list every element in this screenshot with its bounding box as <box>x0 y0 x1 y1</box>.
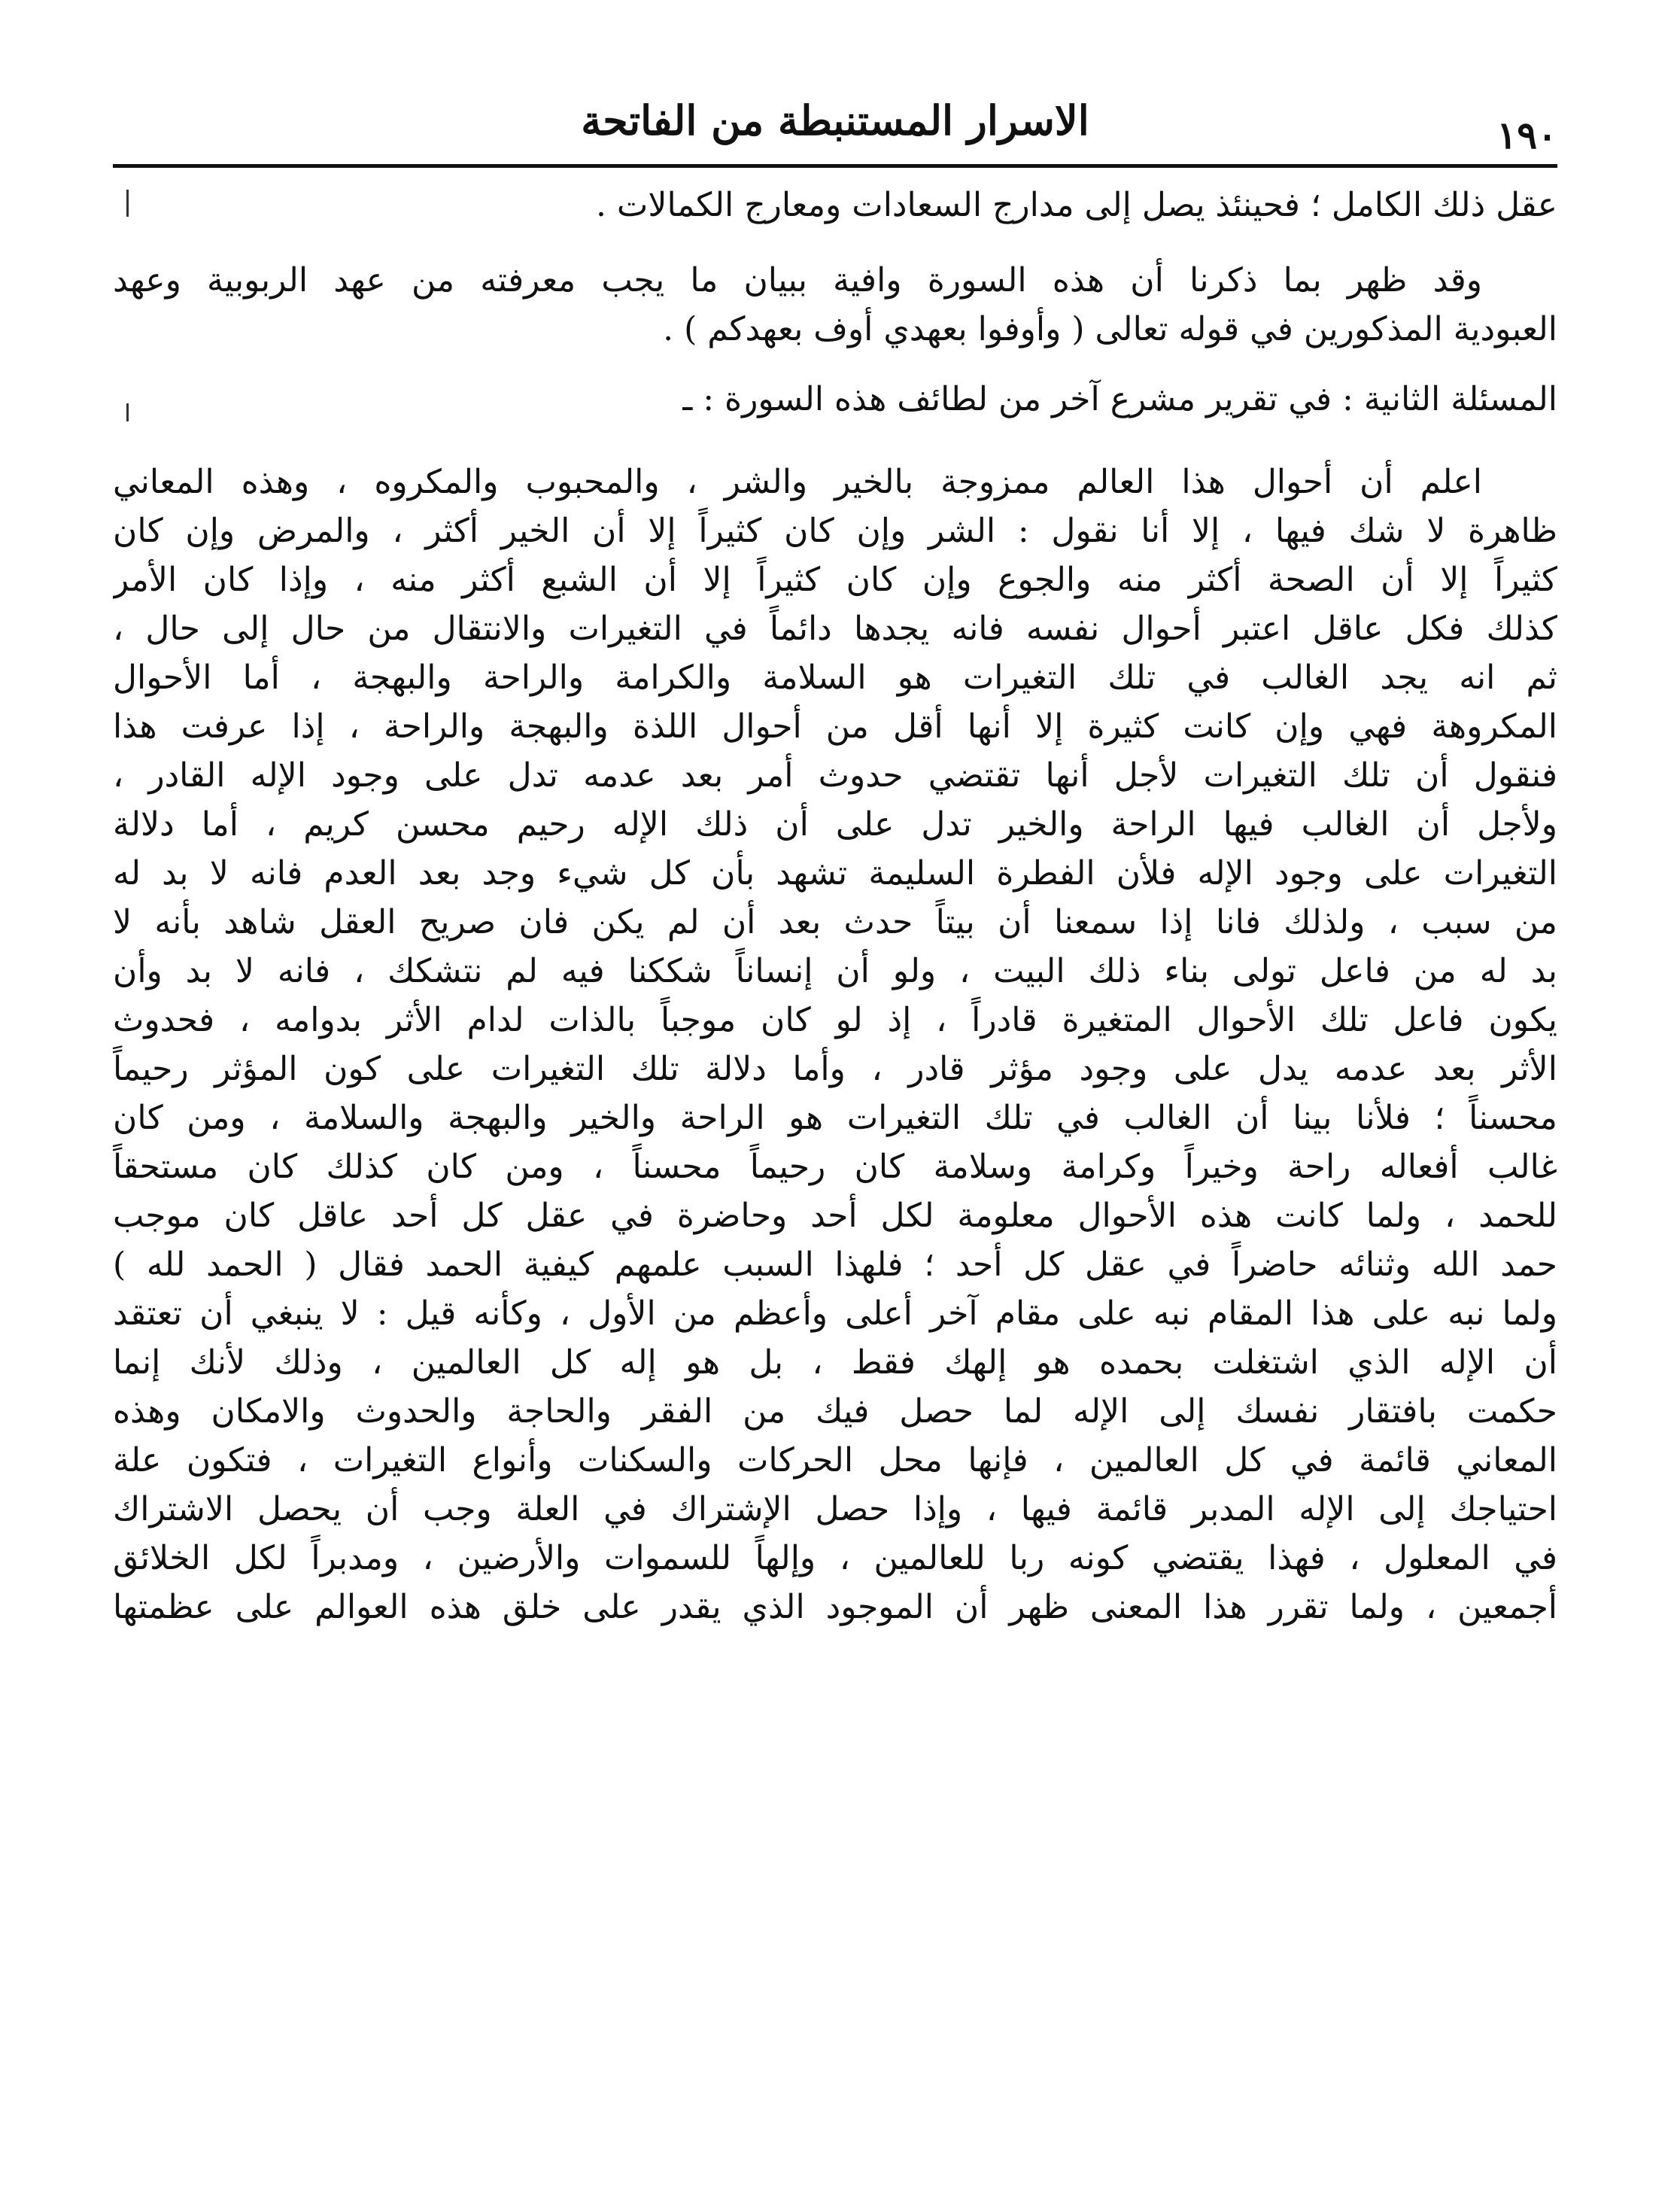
text-line: احتياجك إلى الإله المدبر قائمة فيها ، وإذا حصل الإشتراك في العلة وجب أن يحصل الاشتراك <box>113 1490 1557 1528</box>
text-line <box>113 1778 1557 1827</box>
text-line: أن الإله الذي اشتغلت بحمده هو إلهك فقط ، بل هو إله كل العالمين ، وذلك لأنك إنما <box>113 1343 1557 1382</box>
page-header <box>113 90 1557 158</box>
body-text <box>113 181 1557 1876</box>
text-line: محسناً ؛ فلأنا بينا أن الغالب في تلك التغيرات هو الراحة والخير والبهجة والسلامة ، ومن كان <box>113 1099 1557 1137</box>
text-line: المكروهة فهي وإن كانت كثيرة إلا أنها أقل من أحوال اللذة والبهجة والراحة ، إذا عرفت هذا <box>113 707 1557 746</box>
text-line: أجمعين ، ولما تقرر هذا المعنى ظهر أن الموجود الذي يقدر على خلق هذه العوالم على عظمتها <box>113 1588 1557 1626</box>
text-line: ولأجل أن الغالب فيها الراحة والخير تدل على أن ذلك الإله رحيم محسن كريم ، أما دلالة <box>113 805 1557 844</box>
text-line: بد له من فاعل تولى بناء ذلك البيت ، ولو أن إنساناً شككنا فيه لم نتشكك ، فانه لا بد وأن <box>113 952 1557 990</box>
paragraph <box>113 181 1557 230</box>
text-line: حكمت بافتقار نفسك إلى الإله لما حصل فيك من الفقر والحاجة والحدوث والامكان وهذه <box>113 1392 1557 1431</box>
text-line: ظاهرة لا شك فيها ، إلا أنا نقول : الشر وإن كان كثيراً إلا أن الخير أكثر ، والمرض وإن كان <box>113 512 1557 550</box>
section-heading <box>113 375 1557 424</box>
text-line: حمد الله وثنائه حاضراً في عقل كل أحد ؛ فلهذا السبب علمهم كيفية الحمد فقال ( الحمد لله ) <box>113 1245 1557 1284</box>
text-line: من سبب ، ولذلك فانا إذا سمعنا أن بيتاً حدث بعد أن لم يكن فان صريح العقل شاهد بأنه لا <box>113 903 1557 941</box>
paragraph <box>113 256 1557 354</box>
text-line: ثم انه يجد الغالب في تلك التغيرات هو السلامة والكرامة والراحة والبهجة ، أما الأحوال <box>113 658 1557 697</box>
margin-mark <box>126 403 129 421</box>
text-line: الأثر بعد عدمه يدل على وجود مؤثر قادر ، وأما دلالة تلك التغيرات على كون المؤثر رحيماً <box>113 1050 1557 1088</box>
text-line: للحمد ، ولما كانت هذه الأحوال معلومة لكل أحد وحاضرة في عقل كل أحد عاقل كان موجب <box>113 1197 1557 1235</box>
text-line: التغيرات على وجود الإله فلأن الفطرة السليمة تشهد بأن كل شيء وجد بعد العدم فانه لا بد له <box>113 854 1557 893</box>
text-line: وقد ظهر بما ذكرنا أن هذه السورة وافية ببيان ما يجب معرفته من عهد الربوبية وعهد <box>113 261 1482 300</box>
text-line: كثيراً إلا أن الصحة أكثر منه والجوع وإن كان كثيراً إلا أن الشبع أكثر منه ، وإذا كان الأمر <box>113 561 1557 599</box>
text-line: العبودية المذكورين في قوله تعالى ( وأوفوا بعهدي أوف بعهدكم ) . <box>663 310 1557 348</box>
page-number: ١٩٠ <box>1496 113 1557 157</box>
text-line: فنقول أن تلك التغيرات لأجل أنها تقتضي حدوث أمر بعد عدمه تدل على وجود الإله القادر ، <box>113 756 1557 795</box>
paragraph <box>113 458 1557 1876</box>
text-line <box>113 1680 1557 1729</box>
text-line: يكون فاعل تلك الأحوال المتغيرة قادراً ، إذ لو كان موجباً بالذات لدام الأثر بدوامه ، فحدوث <box>113 1001 1557 1039</box>
text-line <box>113 1827 1557 1876</box>
text-line <box>113 1632 1557 1680</box>
text-line: عقل ذلك الكامل ؛ فحينئذ يصل إلى مدارج السعادات ومعارج الكمالات . <box>595 186 1557 224</box>
text-line: كذلك فكل عاقل اعتبر أحوال نفسه فانه يجدها دائماً في التغيرات والانتقال من حال إلى حال ، <box>113 610 1557 648</box>
text-line: المعاني قائمة في كل العالمين ، فإنها محل الحركات والسكنات وأنواع التغيرات ، فتكون علة <box>113 1441 1557 1480</box>
header-rule <box>113 164 1557 168</box>
text-line <box>113 1729 1557 1778</box>
text-line: غالب أفعاله راحة وخيراً وكرامة وسلامة كان رحيماً محسناً ، ومن كان كذلك كان مستحقاً <box>113 1148 1557 1186</box>
running-title: الاسرار المستنبطة من الفاتحة <box>581 96 1089 144</box>
text-line: ولما نبه على هذا المقام نبه على مقام آخر أعلى وأعظم من الأول ، وكأنه قيل : لا ينبغي أن تعتقد <box>113 1294 1557 1333</box>
text-line: المسئلة الثانية : في تقرير مشرع آخر من لطائف هذه السورة : ـ <box>682 380 1557 418</box>
text-line: اعلم أن أحوال هذا العالم ممزوجة بالخير والشر ، والمحبوب والمكروه ، وهذه المعاني <box>113 463 1482 501</box>
text-line: في المعلول ، فهذا يقتضي كونه ربا للعالمين ، وإلهاً للسموات والأرضين ، ومدبراً لكل الخلائق <box>113 1539 1557 1577</box>
margin-mark <box>126 190 129 217</box>
